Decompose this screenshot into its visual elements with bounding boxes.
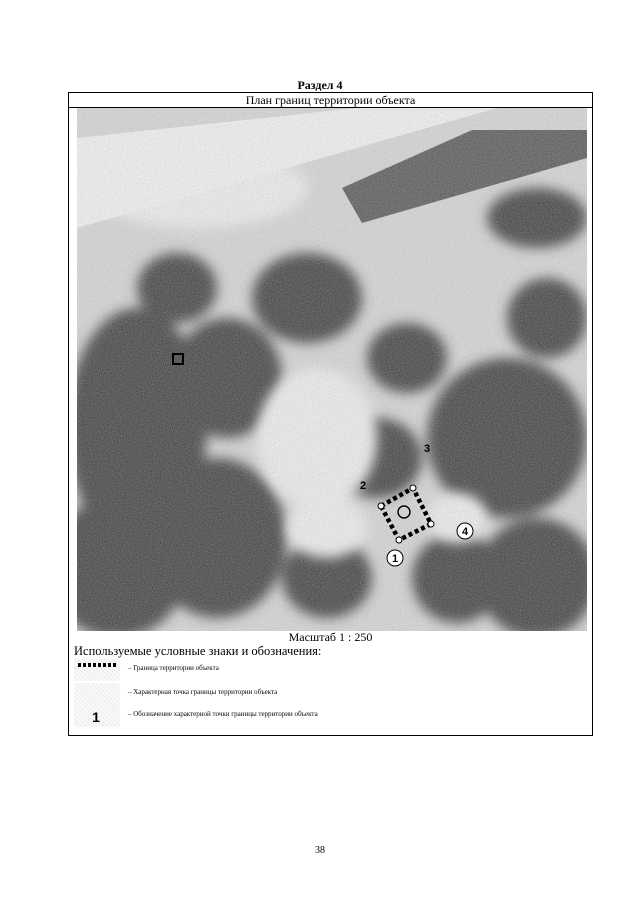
- legend-row-point: [74, 683, 574, 707]
- legend-text: – Граница территории объекта: [128, 664, 219, 672]
- plan-frame: [68, 92, 593, 736]
- legend-title: Используемые условные знаки и обозначения:: [74, 644, 322, 658]
- legend-label-number: 1: [92, 709, 100, 725]
- boundary-point-1-label: [387, 550, 403, 566]
- legend-boundary-symbol: [74, 659, 120, 681]
- point-label-4: 4: [461, 526, 469, 538]
- legend-point-symbol: [74, 683, 120, 705]
- legend-text: – Характерная точка границы территории объекта: [128, 688, 278, 696]
- point-label-3: 3: [423, 443, 431, 455]
- boundary-point-3-label: [424, 443, 430, 455]
- aerial-map: [77, 108, 587, 631]
- section-title: Раздел 4: [297, 78, 343, 92]
- legend-label-symbol: [74, 705, 120, 727]
- page-number: 38: [315, 845, 325, 856]
- point-label-2: 2: [359, 480, 367, 492]
- map-scale: Масштаб 1 : 250: [288, 630, 373, 644]
- legend-row-label: [74, 705, 574, 729]
- plan-title: План границ территории объекта: [69, 93, 592, 108]
- point-label-1: 1: [391, 553, 399, 565]
- boundary-point-2-label: [360, 480, 366, 492]
- legend-row-boundary: [74, 659, 574, 683]
- boundary-point-4-label: [457, 523, 473, 539]
- legend-text: – Обозначение характерной точки границы территории объекта: [128, 710, 318, 718]
